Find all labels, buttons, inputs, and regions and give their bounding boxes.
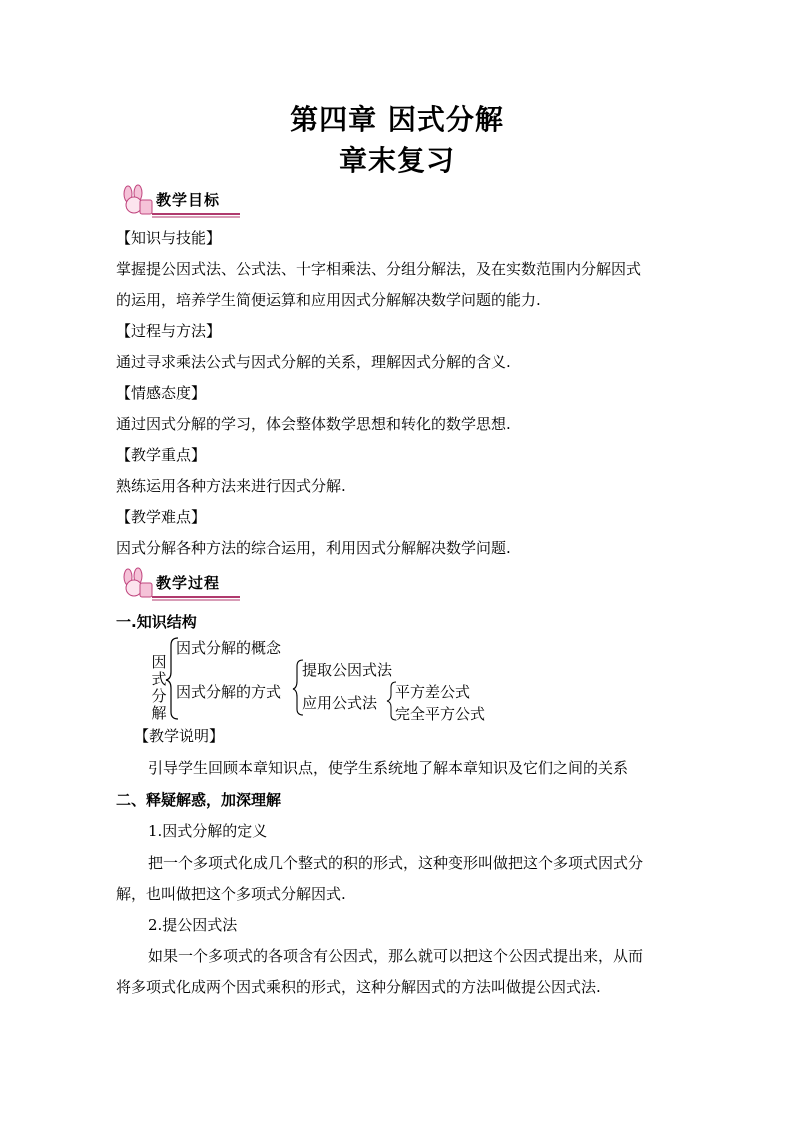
knowledge-text-line-2: 的运用，培养学生简便运算和应用因式分解解决数学问题的能力. bbox=[116, 291, 541, 309]
item1-text-line-1: 把一个多项式化成几个整式的积的形式，这种变形叫做把这个多项式因式分 bbox=[148, 854, 644, 872]
item2-text-line-1: 如果一个多项式的各项含有公因式，那么就可以把这个公因式提出来，从而 bbox=[148, 947, 644, 965]
key-text: 熟练运用各种方法来进行因式分解. bbox=[116, 477, 346, 495]
item1-text-line-2: 解，也叫做把这个多项式分解因式. bbox=[116, 885, 346, 903]
tree-concept: 因式分解的概念 bbox=[176, 639, 282, 657]
process-label: 【过程与方法】 bbox=[116, 322, 222, 340]
section-header-process-label: 教学过程 bbox=[156, 574, 221, 592]
process-text: 通过寻求乘法公式与因式分解的关系，理解因式分解的含义. bbox=[116, 353, 511, 371]
chapter-subtitle: 章末复习 bbox=[338, 144, 455, 177]
item1-title: 1.因式分解的定义 bbox=[148, 822, 268, 840]
key-label: 【教学重点】 bbox=[116, 446, 207, 464]
note-text: 引导学生回顾本章知识点，使学生系统地了解本章知识及它们之间的关系 bbox=[148, 759, 629, 777]
difficult-text: 因式分解各种方法的综合运用，利用因式分解解决数学问题. bbox=[116, 539, 511, 557]
knowledge-label: 【知识与技能】 bbox=[116, 229, 222, 247]
tree-formula-diff-squares: 平方差公式 bbox=[395, 683, 471, 701]
structure-heading: 一.知识结构 bbox=[116, 613, 197, 631]
tree-root-char: 解 bbox=[151, 704, 167, 722]
tree-methods: 因式分解的方式 bbox=[176, 683, 282, 701]
tree-root-char: 式 bbox=[151, 670, 167, 688]
knowledge-text-line-1: 掌握提公因式法、公式法、十字相乘法、分组分解法，及在实数范围内分解因式 bbox=[116, 260, 642, 278]
tree-formula-perfect-square: 完全平方公式 bbox=[395, 705, 486, 723]
note-label: 【教学说明】 bbox=[134, 727, 225, 745]
section-header-goals-label: 教学目标 bbox=[156, 191, 221, 209]
tree-root-char: 因 bbox=[151, 653, 167, 671]
emotion-label: 【情感态度】 bbox=[116, 384, 207, 402]
difficult-label: 【教学难点】 bbox=[116, 508, 207, 526]
item2-title: 2.提公因式法 bbox=[148, 916, 238, 934]
emotion-text: 通过因式分解的学习，体会整体数学思想和转化的数学思想. bbox=[116, 415, 511, 433]
tree-method-formula: 应用公式法 bbox=[302, 694, 378, 712]
item2-text-line-2: 将多项式化成两个因式乘积的形式，这种分解因式的方法叫做提公因式法. bbox=[116, 978, 601, 996]
chapter-title: 第四章 因式分解 bbox=[290, 103, 504, 136]
tree-root-char: 分 bbox=[151, 687, 167, 705]
tree-method-extract: 提取公因式法 bbox=[302, 661, 393, 679]
review-heading: 二、释疑解惑，加深理解 bbox=[116, 791, 282, 809]
